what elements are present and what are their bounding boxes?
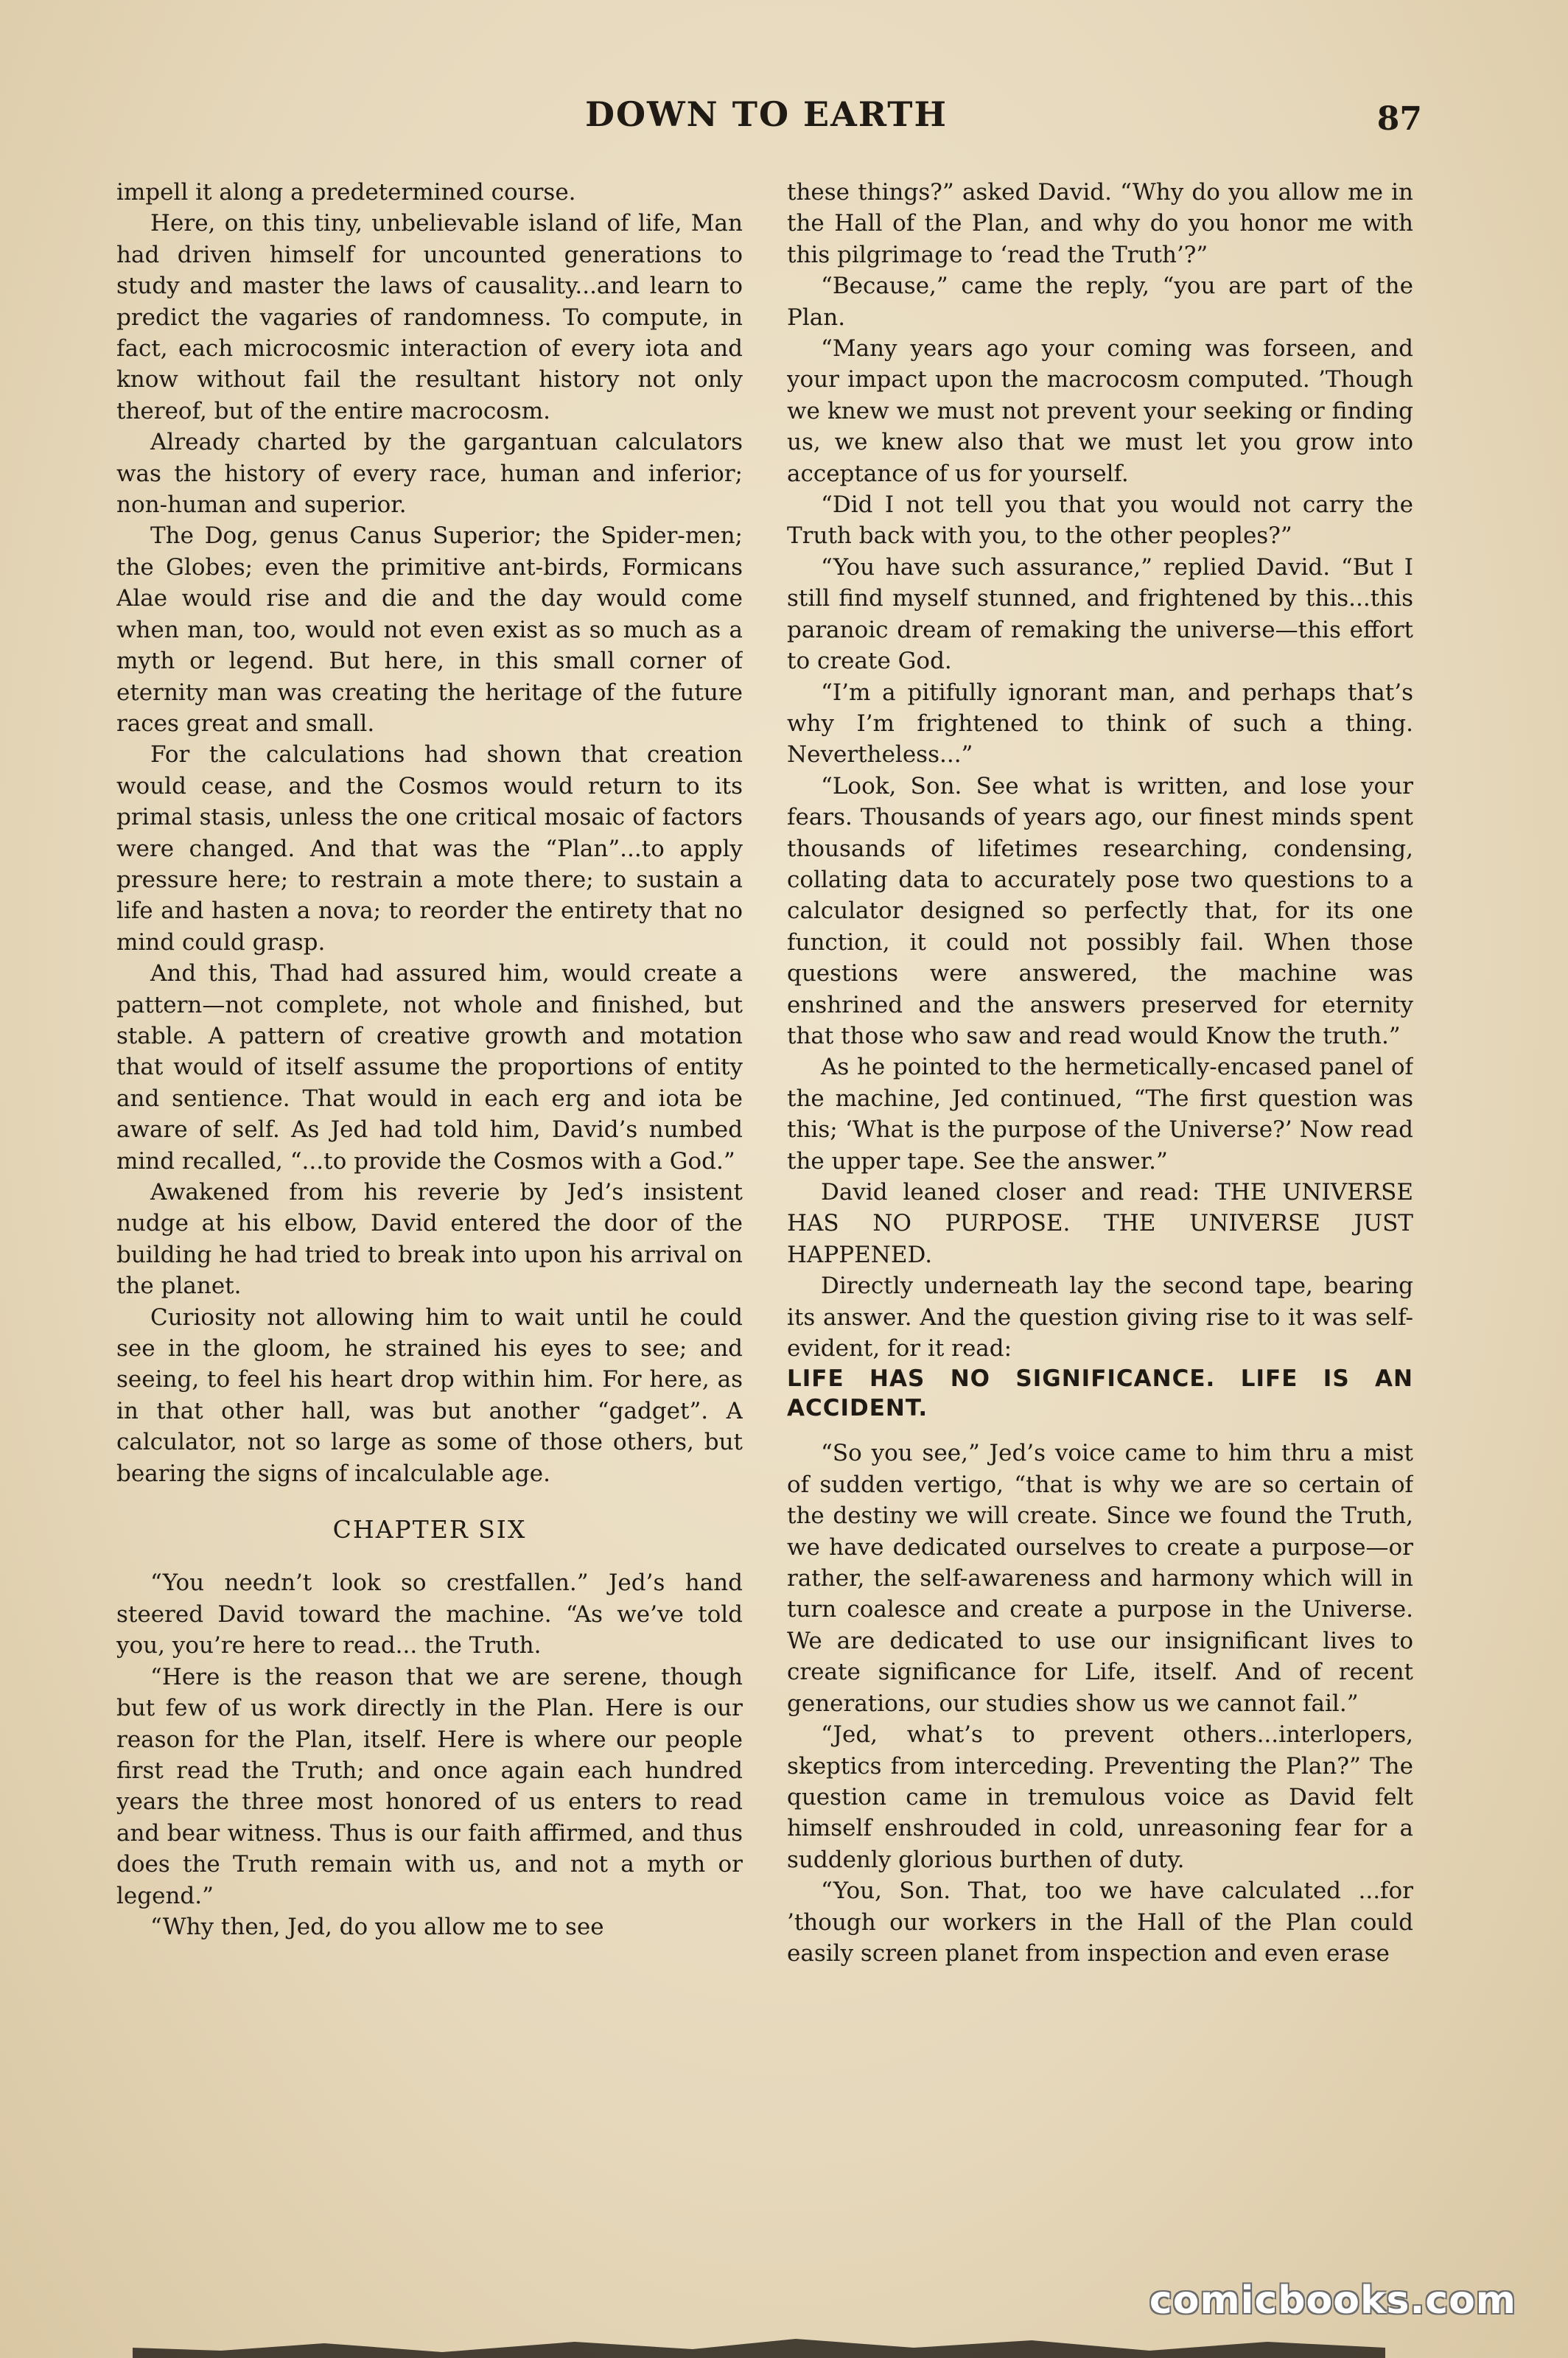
paragraph: impell it along a predetermined course. bbox=[116, 179, 576, 206]
right-column bbox=[787, 177, 1413, 2329]
chapter-heading: CHAPTER SIX bbox=[332, 1515, 527, 1544]
paragraph: “I’m a pitifully ignorant man, and perhaps that’s why I’m frightened to think of such a thing. Nevertheless...” bbox=[787, 679, 1413, 769]
paragraph: “You, Son. That, too we have calculated ...for ’though our workers in the Hall of the Plan could easily screen planet from inspection and even erase bbox=[787, 1878, 1413, 1967]
paragraph: “Many years ago your coming was forseen, and your impact upon the macrocosm computed. ’Though we knew we must not prevent your seeking or finding us, we knew also that we must let you grow into acceptance of us for yourself. bbox=[787, 335, 1413, 487]
paragraph: David leaned closer and read: THE UNIVERSE HAS NO PURPOSE. THE UNIVERSE JUST HAPPENED. bbox=[787, 1179, 1413, 1268]
paragraph: these things?” asked David. “Why do you allow me in the Hall of the Plan, and why do you honor me with this pilgrimage to ‘read the Truth’?” bbox=[787, 179, 1413, 268]
paragraph: “So you see,” Jed’s voice came to him thru a mist of sudden vertigo, “that is why we are so certain of the destiny we will create. Since we found the Truth, we have dedicated ourselves to create a purpose—or rather, the self-awareness and harmony which will in turn coalesce and create a purpose in the Universe. We are dedicated to use our insignificant lives to create significance for Life, itself. And of recent generations, our studies show us we cannot fail.” bbox=[787, 1440, 1413, 1717]
left-column bbox=[116, 177, 743, 2329]
paragraph: “Look, Son. See what is written, and lose your fears. Thousands of years ago, our finest minds spent thousands of lifetimes researching, condensing, collating data to accurately pose two questions to a calculator designed so perfectly that, for its one function, it could not possibly fail. When those questions were answered, the machine was enshrined and the answers preserved for eternity that those who saw and read would Know the truth.” bbox=[787, 772, 1413, 1049]
paragraph: Already charted by the gargantuan calculators was the history of every race, human and inferior; non-human and superior. bbox=[116, 429, 743, 519]
paragraph: Directly underneath lay the second tape, bearing its answer. And the question giving rise to it was self-evident, for it read: bbox=[787, 1273, 1413, 1362]
paragraph: As he pointed to the hermetically-encased panel of the machine, Jed continued, “The first question was this; ‘What is the purpose of the Universe?’ Now read the upper tape. See the answer.” bbox=[787, 1054, 1413, 1175]
watermark: comicbooks.com bbox=[1149, 2278, 1516, 2323]
paragraph: The Dog, genus Canus Superior; the Spider-men; the Globes; even the primitive ant-birds, Formicans Alae would rise and die and the day would come when man, too, would not even exist as so much as a myth or legend. But here, in this small corner of eternity man was creating the heritage of the future races great and small. bbox=[116, 522, 743, 737]
paragraph: “You have such assurance,” replied David. “But I still find myself stunned, and frightened by this...this paranoic dream of remaking the universe—this effort to create God. bbox=[787, 553, 1413, 675]
paragraph: Awakened from his reverie by Jed’s insistent nudge at his elbow, David entered the door of the building he had tried to break into upon his arrival on the planet. bbox=[116, 1179, 743, 1300]
page-header bbox=[111, 94, 1422, 146]
paragraph: “Because,” came the reply, “you are part of the Plan. bbox=[787, 273, 1413, 331]
paragraph: Curiosity not allowing him to wait until he could see in the gloom, he strained his eyes to see; and seeing, to feel his heart drop within him. For here, as in that other hall, was but another “gadget”. A calculator, not so large as some of those others, but bearing the signs of incalculable age. bbox=[116, 1304, 743, 1487]
paragraph: “Did I not tell you that you would not carry the Truth back with you, to the other peoples?” bbox=[787, 491, 1413, 550]
paragraph: For the calculations had shown that creation would cease, and the Cosmos would return to its primal stasis, unless the one critical mosaic of factors were changed. And that was the “Plan”...to apply pressure here; to restrain a mote there; to sustain a life and hasten a nova; to reorder the entirety that no mind could grasp. bbox=[116, 741, 743, 956]
paragraph: And this, Thad had assured him, would create a pattern—not complete, not whole and finished, but stable. A pattern of creative growth and motation that would of itself assume the proportions of entity and sentience. That would in each erg and iota be aware of self. As Jed had told him, David’s numbed mind recalled, “...to provide the Cosmos with a God.” bbox=[116, 960, 743, 1175]
paragraph: “Here is the reason that we are serene, though but few of us work directly in the Plan. Here is our reason for the Plan, itself. Here is where our people first read the Truth; and once again each hundred years the three most honored of us enters to read and bear witness. Thus is our faith affirmed, and thus does the Truth remain with us, and not a myth or legend.” bbox=[116, 1663, 743, 1909]
spacer bbox=[787, 1423, 1413, 1438]
paragraph: “You needn’t look so crestfallen.” Jed’s hand steered David toward the machine. “As we’ve told you, you’re here to read... the Truth. bbox=[116, 1570, 743, 1659]
paragraph: “Why then, Jed, do you allow me to see bbox=[150, 1913, 604, 1940]
page-number: 87 bbox=[1376, 100, 1422, 138]
tape-answer: LIFE HAS NO SIGNIFICANCE. LIFE IS AN ACCIDENT. bbox=[787, 1365, 1413, 1422]
running-title: DOWN TO EARTH bbox=[585, 94, 948, 134]
torn-edge bbox=[133, 2326, 1385, 2358]
paragraph: Here, on this tiny, unbelievable island of life, Man had driven himself for uncounted generations to study and master the laws of causality...and learn to predict the vagaries of randomness. To compute, in fact, each microcosmic interaction of every iota and know without fail the resultant history not only thereof, but of the entire macrocosm. bbox=[116, 210, 743, 424]
paragraph: “Jed, what’s to prevent others...interlopers, skeptics from interceding. Preventing the Plan?” The question came in tremulous voice as David felt himself enshrouded in cold, unreasoning fear for a suddenly glorious burthen of duty. bbox=[787, 1721, 1413, 1873]
